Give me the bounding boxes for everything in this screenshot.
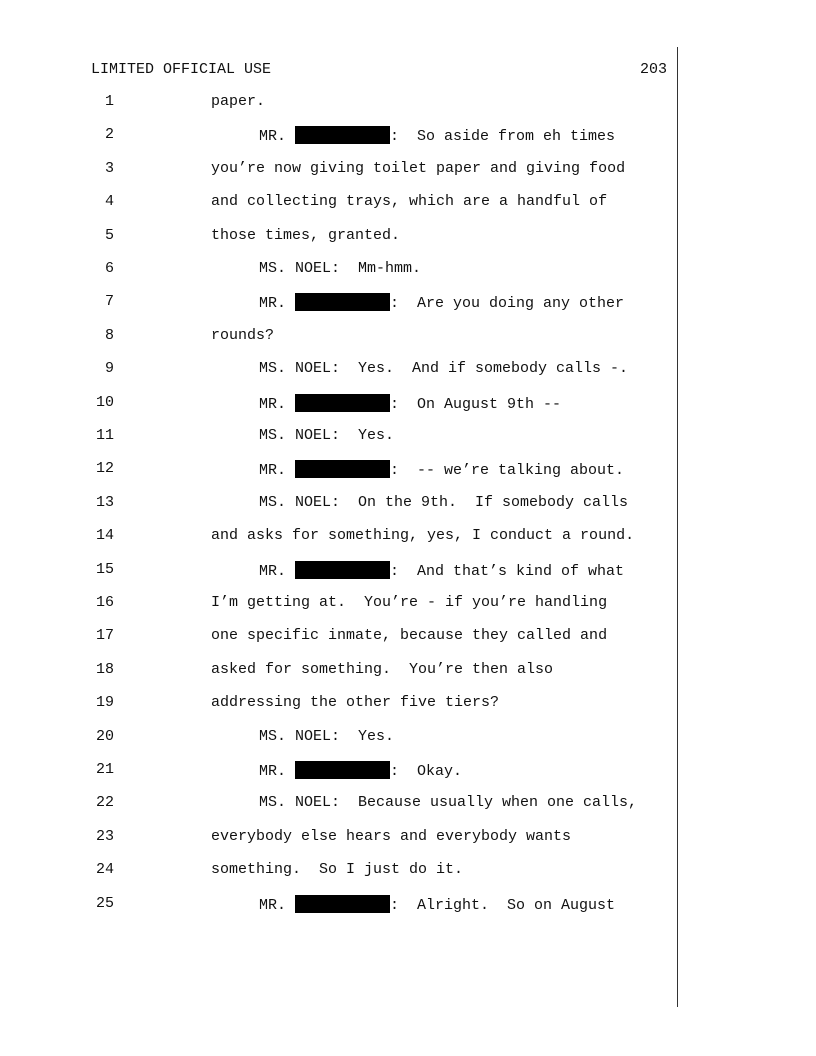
redaction-block [295,895,390,913]
line-number: 22 [95,794,114,812]
line-number: 17 [95,627,114,645]
line-text [259,895,615,914]
transcript-line [0,661,816,681]
line-text [259,394,561,413]
line-text [211,327,274,344]
redaction-block [295,126,390,144]
line-text [259,561,624,580]
transcript-line [0,527,816,547]
line-number: 11 [95,427,114,444]
line-text [259,761,462,780]
page-number: 203 [639,61,667,78]
line-text-segment: something. So I just do it. [211,861,464,879]
line-number: 24 [95,861,114,879]
line-text-segment: MS. NOEL: Mm-hmm. [259,260,422,277]
transcript-line [0,193,816,213]
line-text-segment: MS. NOEL: On the 9th. If somebody calls [259,493,629,511]
line-text-segment: paper. [211,93,266,110]
transcript-line [0,895,816,915]
line-text-segment: : On August 9th -- [390,395,562,413]
transcript-line [0,761,816,781]
line-text-segment: MS. NOEL: Because usually when one calls, [259,794,638,812]
transcript-line [0,828,816,848]
line-text-segment: : Are you doing any other [390,295,625,313]
line-number: 25 [95,894,114,912]
line-number: 8 [104,326,114,344]
transcript-line [0,427,816,447]
line-number: 12 [95,460,114,478]
line-text [211,861,463,878]
redaction-block [295,761,390,779]
line-number: 13 [95,493,114,511]
line-number: 15 [95,560,114,578]
line-number: 5 [104,226,114,244]
line-text [211,93,265,110]
line-text-segment: MR. [259,462,296,480]
line-number: 23 [95,827,114,845]
line-text [211,627,607,644]
line-number: 10 [95,393,114,411]
line-text-segment: asked for something. You’re then also [211,660,554,678]
line-text [211,828,571,845]
transcript-line [0,360,816,380]
line-text-segment: MR. [259,896,296,914]
line-text-segment: MR. [259,562,296,580]
transcript-line [0,260,816,280]
line-text [211,193,607,210]
line-text [259,460,624,479]
line-text [259,360,628,377]
classification-header: LIMITED OFFICIAL USE [91,61,272,78]
line-text-segment: addressing the other five tiers? [211,694,500,712]
line-text [259,427,394,444]
line-text-segment: : -- we’re talking about. [390,462,625,480]
line-number: 14 [95,527,114,545]
line-number: 2 [104,126,114,144]
transcript-line [0,394,816,414]
redaction-block [295,293,390,311]
line-text-segment: MR. [259,395,296,413]
line-text [259,728,394,745]
line-number: 16 [95,594,114,611]
line-text [259,293,624,312]
line-text [211,527,634,544]
redaction-block [295,460,390,478]
line-text [211,160,625,177]
line-text-segment: and asks for something, yes, I conduct a round. [211,527,635,545]
line-text [259,494,628,511]
transcript-line [0,93,816,113]
line-number: 7 [104,293,114,311]
line-number: 21 [95,761,114,778]
line-text [259,126,615,145]
transcript-line [0,327,816,347]
line-text [259,794,637,811]
line-text-segment: : Okay. [390,763,463,780]
line-number: 1 [104,93,114,110]
line-number: 3 [104,159,114,177]
transcript-line [0,594,816,614]
transcript-line [0,126,816,146]
line-text-segment: you’re now giving toilet paper and giving food [211,159,626,177]
line-text-segment: MR. [259,128,296,146]
line-text [211,227,400,244]
transcript-line [0,694,816,714]
line-number: 4 [104,193,114,211]
transcript-line [0,561,816,581]
redaction-block [295,561,390,579]
line-number: 18 [95,660,114,678]
transcript-line [0,160,816,180]
line-text-segment: MS. NOEL: Yes. [259,727,395,745]
line-number: 6 [104,260,114,277]
redaction-block [295,394,390,412]
line-text-segment: MS. NOEL: Yes. And if somebody calls -. [259,360,629,378]
transcript-line [0,460,816,480]
line-text [211,594,607,611]
line-text-segment: one specific inmate, because they called and [211,627,608,645]
transcript-line [0,293,816,313]
line-text-segment: those times, granted. [211,226,401,244]
line-number: 19 [95,694,114,712]
transcript-line [0,627,816,647]
line-number: 20 [95,727,114,745]
line-text-segment: : Alright. So on August [390,896,616,914]
transcript-line [0,861,816,881]
line-text-segment: MR. [259,295,296,313]
transcript-line [0,728,816,748]
line-text-segment: everybody else hears and everybody wants [211,827,572,845]
line-text [259,260,421,277]
line-text [211,661,553,678]
line-text-segment: MR. [259,763,296,780]
transcript-line [0,227,816,247]
line-text-segment: MS. NOEL: Yes. [259,427,395,444]
line-text-segment: rounds? [211,326,275,344]
line-text-segment: and collecting trays, which are a handful of [211,193,608,211]
line-text [211,694,499,711]
line-number: 9 [104,360,114,378]
line-text-segment: : So aside from eh times [390,128,616,146]
transcript-line [0,494,816,514]
transcript-line [0,794,816,814]
line-text-segment: : And that’s kind of what [390,562,625,580]
line-text-segment: I’m getting at. You’re - if you’re handling [211,594,608,611]
